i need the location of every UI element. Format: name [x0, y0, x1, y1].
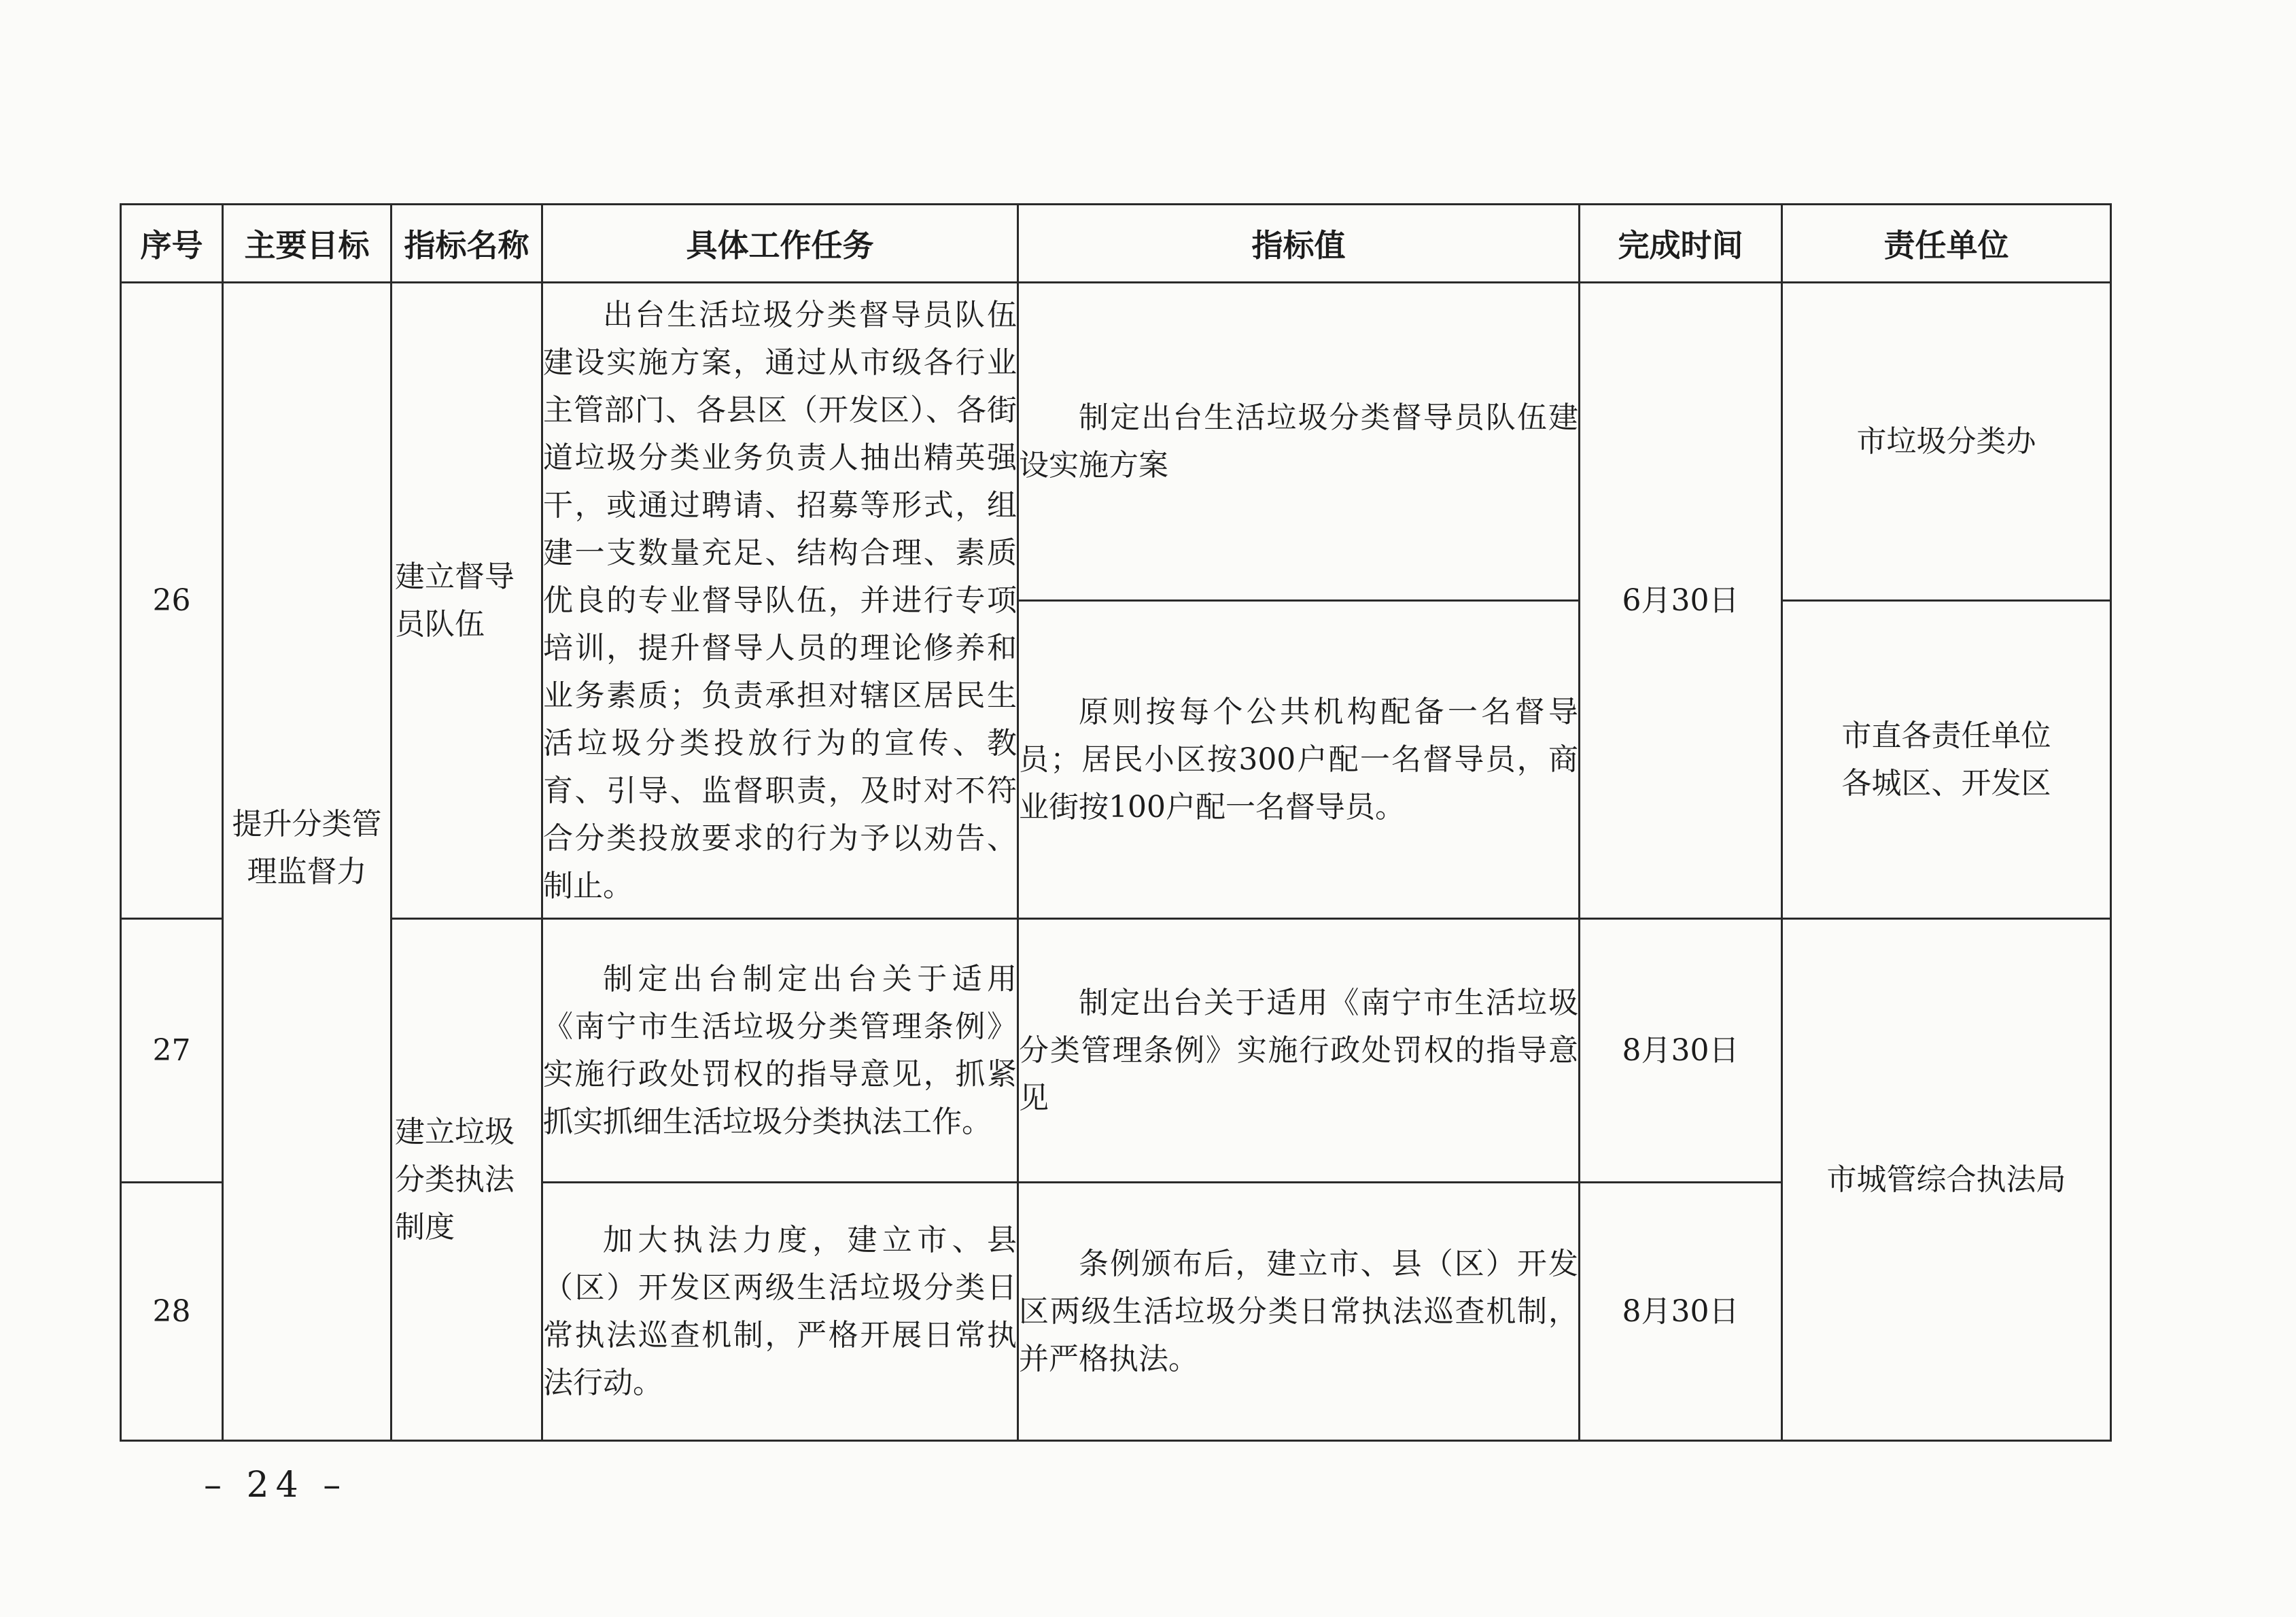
- row-28-task: 加大执法力度，建立市、县（区）开发区两级生活垃圾分类日常执法巡查机制，严格开展日常执法行动。: [542, 1183, 1018, 1441]
- row-26-value-b: 原则按每个公共机构配备一名督导员；居民小区按300户配一名督导员，商业街按100户配一名督导员。: [1018, 601, 1580, 919]
- table-row: [121, 919, 2111, 1183]
- header-completion-time: 完成时间: [1580, 205, 1782, 283]
- unit-27-28: 市城管综合执法局: [1782, 919, 2111, 1441]
- row-27-task: 制定出台制定出台关于适用《南宁市生活垃圾分类管理条例》实施行政处罚权的指导意见，抓紧抓实抓细生活垃圾分类执法工作。: [542, 919, 1018, 1183]
- row-26-unit-a: 市垃圾分类办: [1782, 283, 2111, 601]
- row-28-time: 8月30日: [1580, 1183, 1782, 1441]
- header-indicator-value: 指标值: [1018, 205, 1580, 283]
- main-goal-text: 提升分类管理监督力: [232, 806, 382, 889]
- row-26-indicator: [392, 283, 542, 919]
- header-work-task: 具体工作任务: [542, 205, 1018, 283]
- header-serial: 序号: [121, 205, 223, 283]
- row-26-serial: 26: [121, 283, 223, 919]
- row-28-value: 条例颁布后，建立市、县（区）开发区两级生活垃圾分类日常执法巡查机制，并严格执法。: [1018, 1183, 1580, 1441]
- row-26-unit-b-line2: 各城区、开发区: [1841, 765, 2051, 801]
- row-26-time: 6月30日: [1580, 283, 1782, 919]
- row-27-time: 8月30日: [1580, 919, 1782, 1183]
- header-indicator-name: 指标名称: [392, 205, 542, 283]
- row-26-unit-b: [1782, 601, 2111, 919]
- row-28-serial: 28: [121, 1183, 223, 1441]
- header-main-goal: 主要目标: [223, 205, 392, 283]
- work-task-table: [120, 203, 2112, 1442]
- indicator-27-28-text: 建立垃圾分类执法制度: [395, 1114, 515, 1245]
- table-header-row: [121, 205, 2111, 283]
- row-26-indicator-text: 建立督导员队伍: [395, 559, 515, 642]
- header-responsible-unit: 责任单位: [1782, 205, 2111, 283]
- row-26-value-a: 制定出台生活垃圾分类督导员队伍建设实施方案: [1018, 283, 1580, 601]
- indicator-27-28: [392, 919, 542, 1441]
- row-27-value: 制定出台关于适用《南宁市生活垃圾分类管理条例》实施行政处罚权的指导意见: [1018, 919, 1580, 1183]
- row-26-task: 出台生活垃圾分类督导员队伍建设实施方案，通过从市级各行业主管部门、各县区（开发区）、各街道垃圾分类业务负责人抽出精英强干，或通过聘请、招募等形式，组建一支数量充足、结构合理、素质优良的专业督导队伍，并进行专项培训，提升督导人员的理论修养和业务素质；负责承担对辖区居民生活垃圾分类投放行为的宣传、教育、引导、监督职责，及时对不符合分类投放要求的行为予以劝告、制止。: [542, 283, 1018, 919]
- row-26-unit-b-line1: 市直各责任单位: [1841, 718, 2051, 753]
- page-number: – 24 –: [204, 1465, 348, 1506]
- table-row: [121, 283, 2111, 601]
- main-goal-cell: [223, 283, 392, 1441]
- row-27-serial: 27: [121, 919, 223, 1183]
